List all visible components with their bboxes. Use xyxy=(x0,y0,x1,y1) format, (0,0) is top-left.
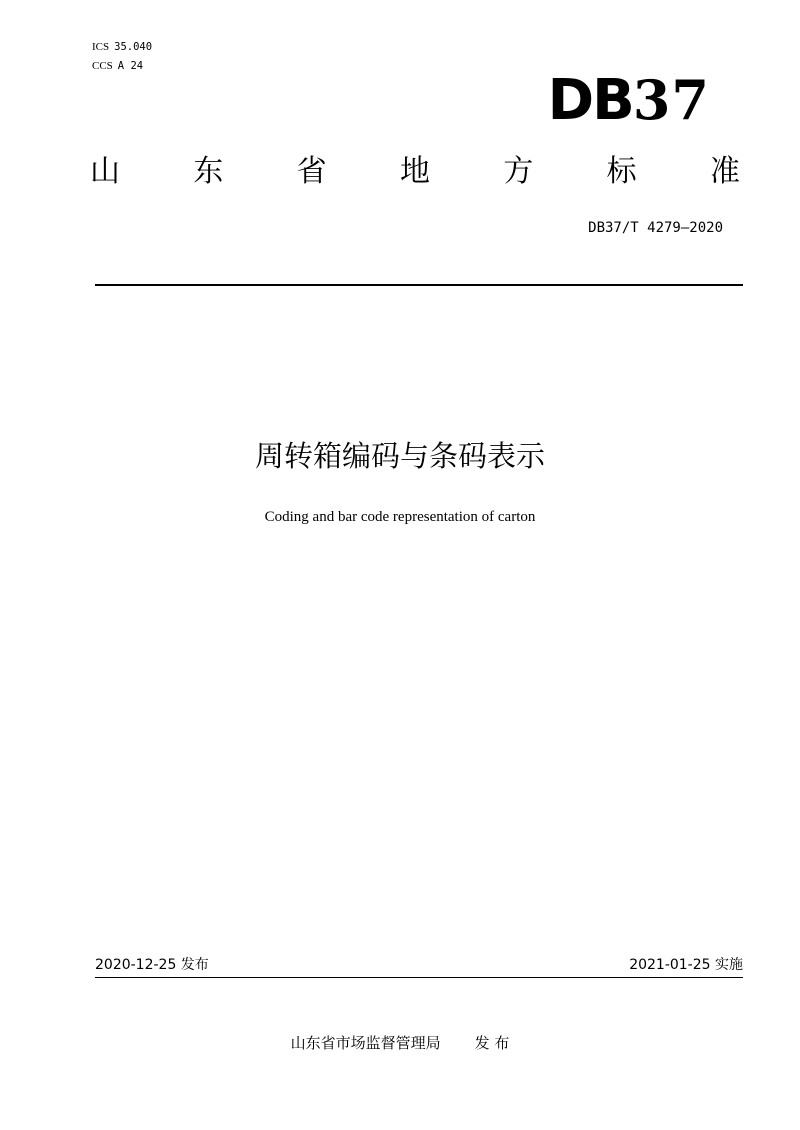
db37-logo xyxy=(547,68,710,133)
ics-code: 35.040 xyxy=(114,41,153,53)
publish-word: 发 布 xyxy=(474,1034,510,1052)
standard-type-char: 省 xyxy=(296,154,327,189)
standard-type-char: 方 xyxy=(503,154,534,189)
implementation-date: 2021-01-25 实施 xyxy=(629,957,743,973)
publisher-line xyxy=(0,1032,800,1054)
issue-date: 2020-12-25 发布 xyxy=(95,957,209,973)
classification-codes xyxy=(92,38,152,76)
ccs-code: A 24 xyxy=(117,60,144,72)
standard-type-char: 地 xyxy=(399,154,430,189)
ics-label: ICS xyxy=(92,41,110,53)
document-title-chinese: 周转箱编码与条码表示 xyxy=(254,439,545,473)
standard-type-char: 标 xyxy=(606,154,637,189)
header-divider xyxy=(95,284,743,286)
publisher-name: 山东省市场监督管理局 xyxy=(290,1034,441,1052)
standard-type-char: 山 xyxy=(90,154,120,189)
standard-type-char: 准 xyxy=(709,154,740,189)
ccs-label: CCS xyxy=(92,60,113,72)
standard-number: DB37/T 4279—2020 xyxy=(588,220,723,236)
logo-prefix: DB xyxy=(547,68,633,133)
document-title-english: Coding and bar code representation of carton xyxy=(264,509,536,525)
footer-divider xyxy=(95,977,743,978)
ccs-line xyxy=(92,57,152,76)
logo-number: 37 xyxy=(632,68,710,132)
standard-type-char: 东 xyxy=(193,154,224,189)
standard-type-heading xyxy=(90,150,740,194)
ics-line xyxy=(92,38,152,57)
